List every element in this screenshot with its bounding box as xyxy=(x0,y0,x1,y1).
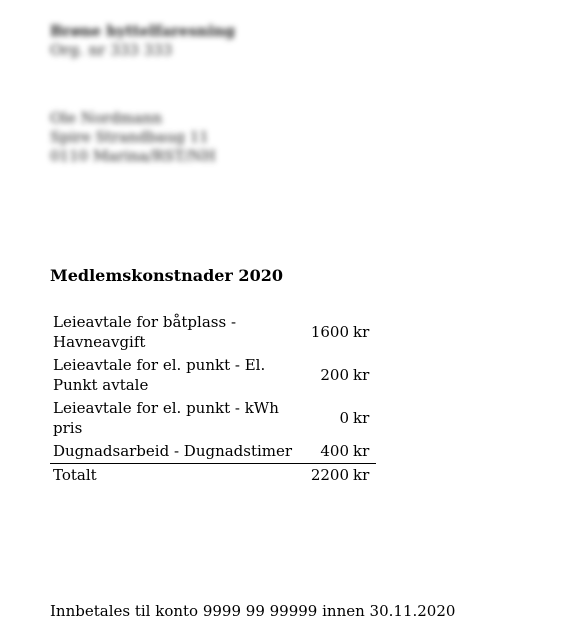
row-description: Leieavtale for båtplass - Havneavgift xyxy=(53,313,237,351)
recipient-address-block xyxy=(50,109,216,166)
payment-instructions: Innbetales til konto 9999 99 99999 innen 30.11.2020 xyxy=(50,602,456,620)
table-row xyxy=(50,440,376,464)
total-amount: 2200 xyxy=(304,464,351,488)
total-unit: kr xyxy=(351,464,376,488)
row-amount: 0 xyxy=(339,409,349,427)
table-row xyxy=(50,311,376,354)
document-title: Medlemskonstnader 2020 xyxy=(50,266,283,285)
row-amount: 200 xyxy=(320,366,349,384)
table-row xyxy=(50,354,376,397)
row-amount: 1600 xyxy=(310,323,349,341)
recipient-postal: 0110 Marina/RST/NH xyxy=(50,147,216,165)
row-amount: 400 xyxy=(320,442,349,460)
total-label: Totalt xyxy=(50,464,304,488)
recipient-name: Ole Nordmann xyxy=(50,109,163,127)
row-unit: kr xyxy=(353,409,370,427)
cost-table xyxy=(50,311,376,487)
row-unit: kr xyxy=(353,366,370,384)
table-row xyxy=(50,397,376,440)
row-description: Dugnadsarbeid - Dugnadstimer xyxy=(53,442,293,460)
row-description: Leieavtale for el. punkt - kWh pris xyxy=(53,399,279,437)
sender-org-number: Org. nr 333 333 xyxy=(50,41,173,59)
row-unit: kr xyxy=(353,442,370,460)
total-row xyxy=(50,464,376,488)
row-description: Leieavtale for el. punkt - El. Punkt avtale xyxy=(53,356,266,394)
sender-address-block xyxy=(50,22,235,60)
sender-name: Brøne hyttelfaresning xyxy=(50,22,236,40)
row-unit: kr xyxy=(353,323,370,341)
recipient-street: Spire Strandbaug 11 xyxy=(50,128,209,146)
